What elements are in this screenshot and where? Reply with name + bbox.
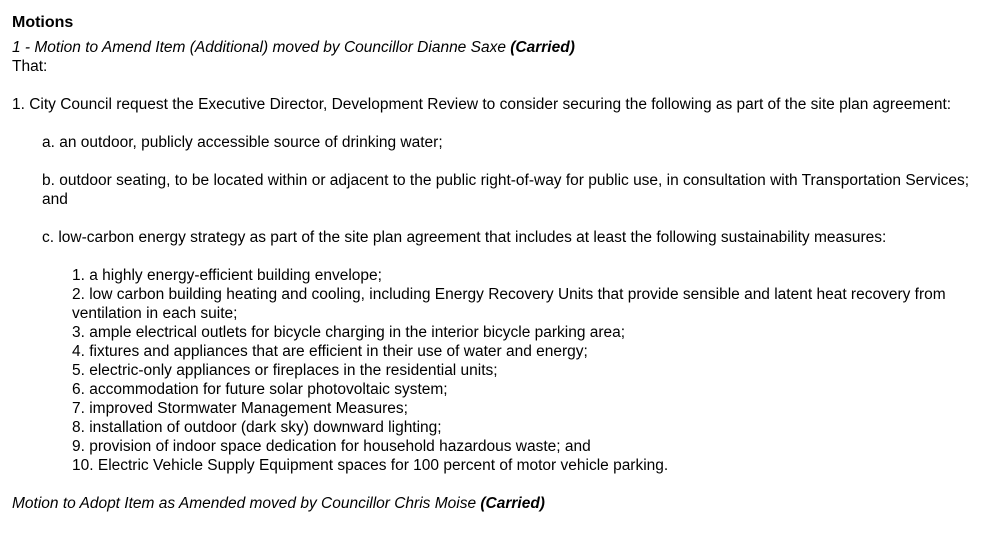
motion-amend-status: (Carried) — [510, 39, 575, 56]
item-a: a. an outdoor, publicly accessible source of drinking water; — [42, 134, 443, 151]
motion-amend-text: 1 - Motion to Amend Item (Additional) moved by Councillor Dianne Saxe — [12, 39, 506, 56]
motion-adopt — [12, 494, 992, 513]
motion-amend — [12, 38, 992, 57]
motion-adopt-status: (Carried) — [480, 495, 545, 512]
measure-item: 4. fixtures and appliances that are efficient in their use of water and energy; — [72, 343, 588, 360]
item-b: b. outdoor seating, to be located within or adjacent to the public right-of-way for public use, in consultation with Transportation Services; and — [42, 172, 970, 208]
measure-item: 10. Electric Vehicle Supply Equipment spaces for 100 percent of motor vehicle parking. — [72, 457, 669, 474]
measure-item: 9. provision of indoor space dedication for household hazardous waste; and — [72, 438, 591, 455]
recommendation-1: 1. City Council request the Executive Director, Development Review to consider securing the following as part of the site plan agreement: — [12, 96, 952, 113]
measure-item: 2. low carbon building heating and cooling, including Energy Recovery Units that provide sensible and latent heat recovery from ventilation in each suite; — [72, 286, 946, 322]
item-c: c. low-carbon energy strategy as part of the site plan agreement that includes at least the following sustainability measures: — [42, 229, 887, 246]
that-label: That: — [12, 58, 48, 75]
measure-item: 1. a highly energy-efficient building envelope; — [72, 267, 382, 284]
measure-item: 5. electric-only appliances or fireplaces in the residential units; — [72, 362, 498, 379]
measure-item: 3. ample electrical outlets for bicycle charging in the interior bicycle parking area; — [72, 324, 626, 341]
measure-item: 8. installation of outdoor (dark sky) downward lighting; — [72, 419, 442, 436]
motion-adopt-text: Motion to Adopt Item as Amended moved by Councillor Chris Moise — [12, 495, 477, 512]
measures-list — [72, 266, 992, 475]
section-heading: Motions — [12, 14, 74, 31]
measure-item: 6. accommodation for future solar photovoltaic system; — [72, 381, 448, 398]
measure-item: 7. improved Stormwater Management Measures; — [72, 400, 408, 417]
